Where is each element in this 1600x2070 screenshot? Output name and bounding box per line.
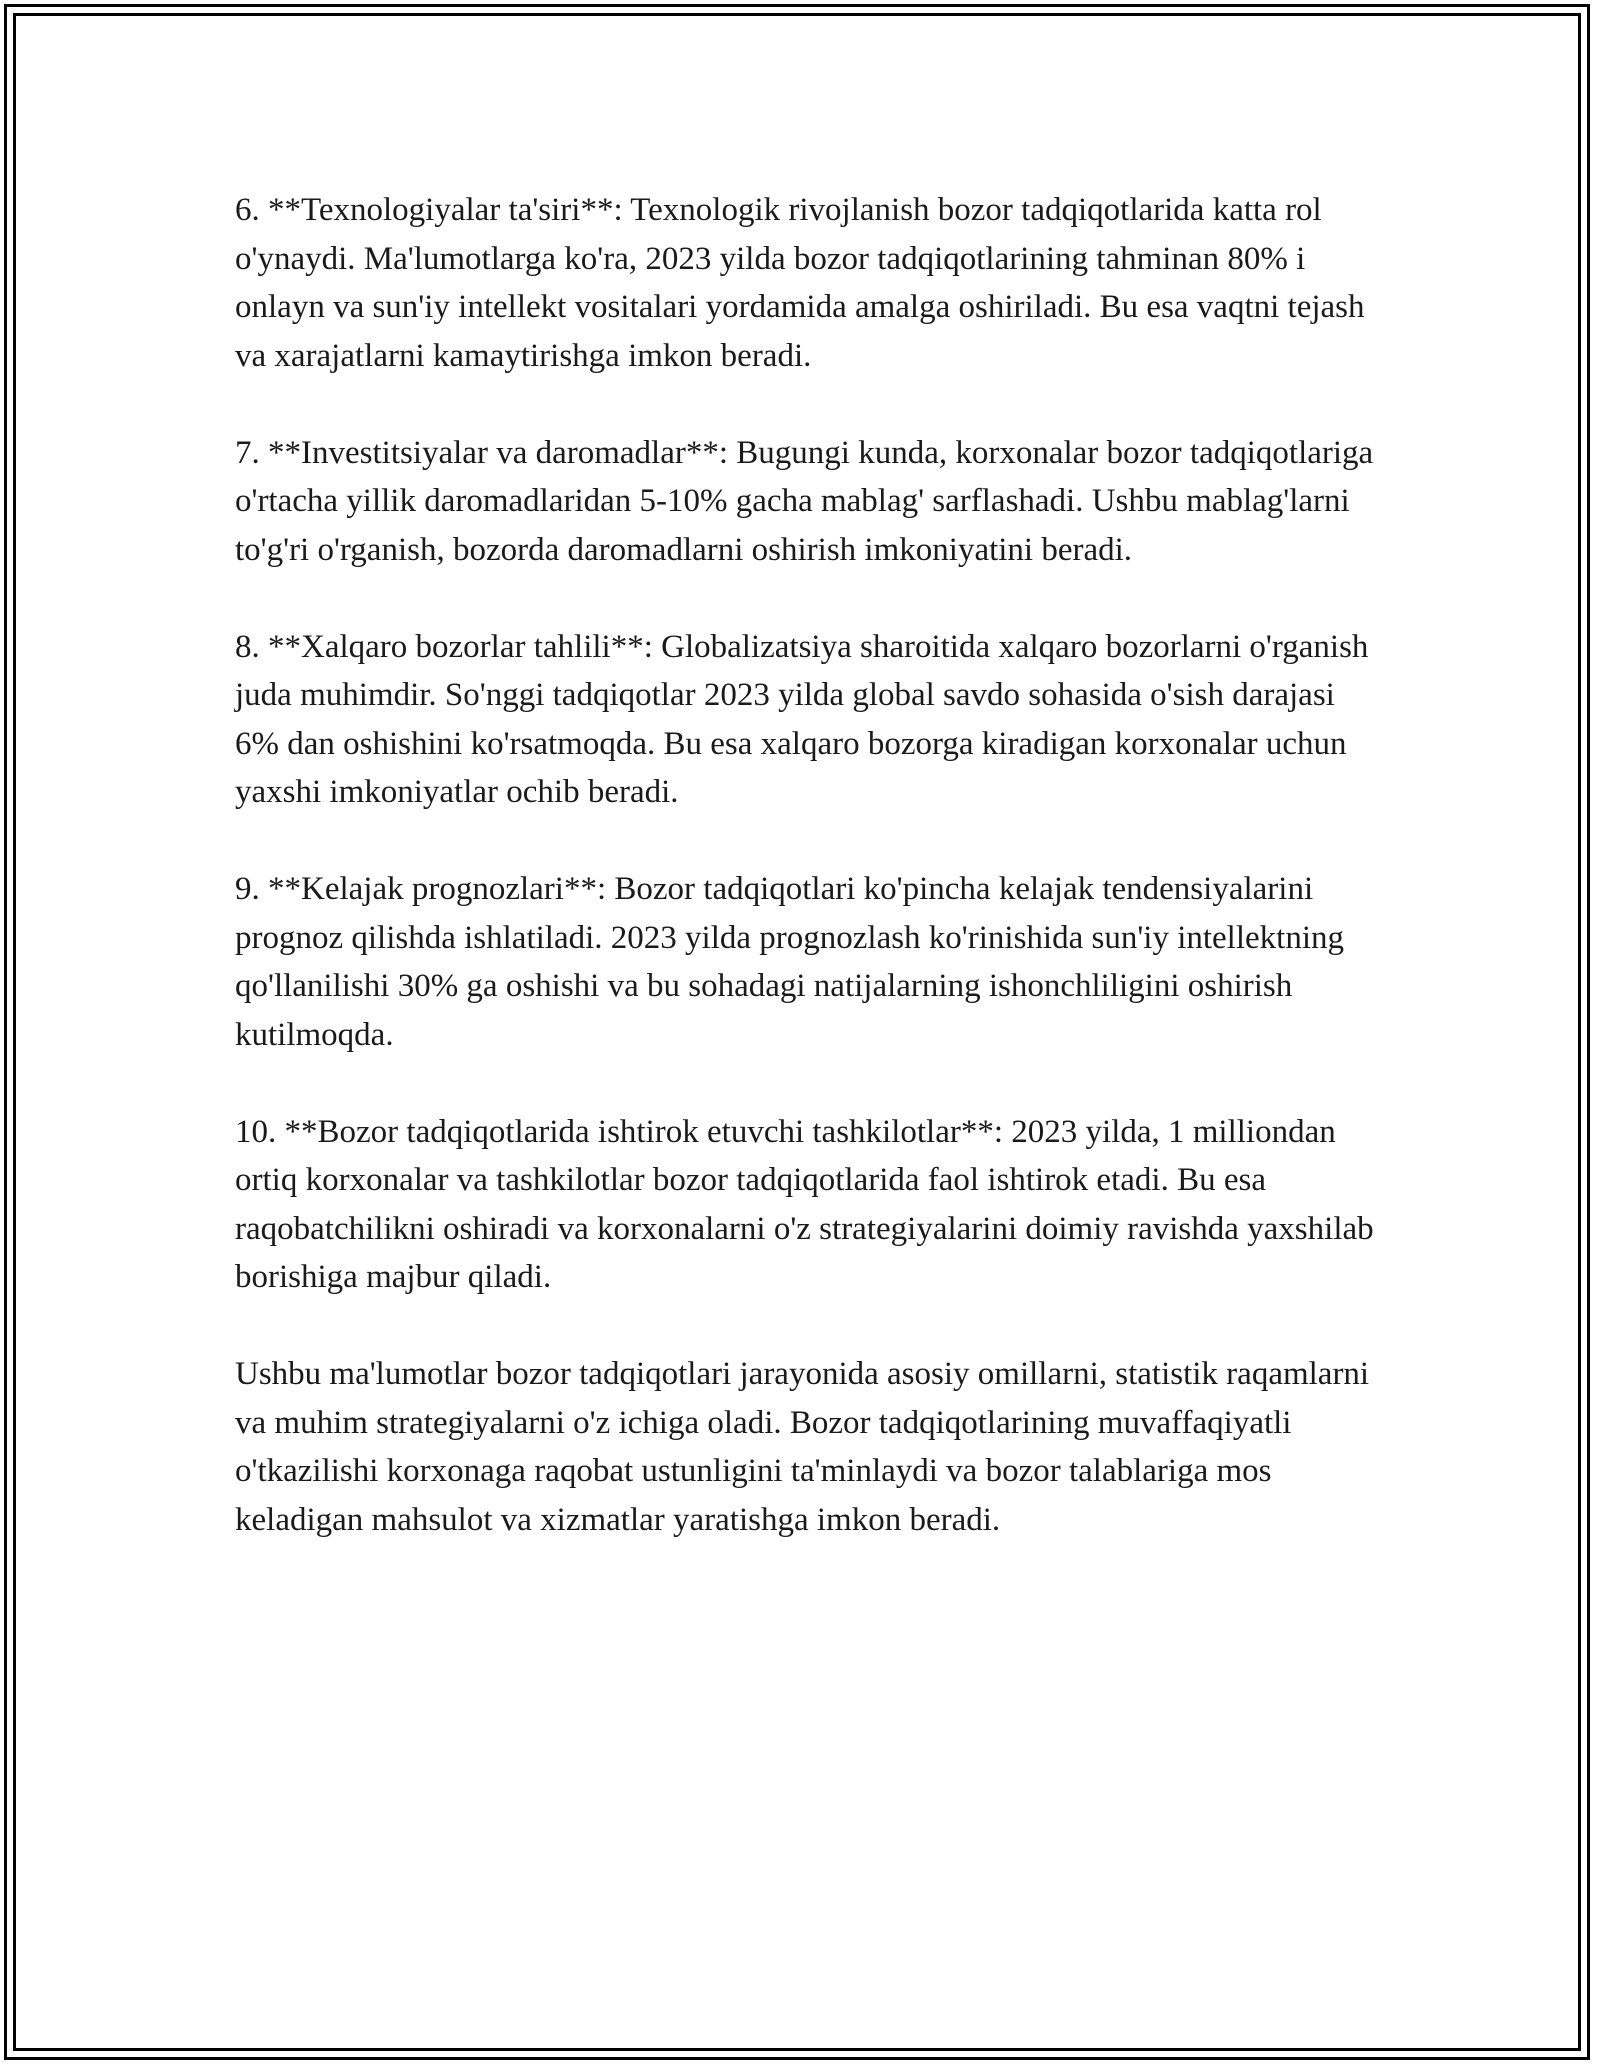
paragraph-future-forecasts: 9. **Kelajak prognozlari**: Bozor tadqiqotlari ko'pincha kelajak tendensiyalarini prognoz qilishda ishlatiladi. 2023 yilda prognozlash ko'rinishida sun'iy intellektning qo'llanilishi 30% ga oshishi va bu sohadagi natijalarning ishonchliligini oshirish kutilmoqda.: [235, 871, 1344, 1053]
paragraph-participating-organizations: 10. **Bozor tadqiqotlarida ishtirok etuvchi tashkilotlar**: 2023 yilda, 1 milliondan ortiq korxonalar va tashkilotlar bozor tadqiqotlarida faol ishtirok etadi. Bu esa raqobatchilikni oshiradi va korxonalarni o'z strategiyalarini doimiy ravishda yaxshilab borishiga majbur qiladi.: [235, 1113, 1374, 1295]
paragraph-conclusion: Ushbu ma'lumotlar bozor tadqiqotlari jarayonida asosiy omillarni, statistik raqamlarni va muhim strategiyalarni o'z ichiga oladi. Bozor tadqiqotlarining muvaffaqiyatli o'tkazilishi korxonaga raqobat ustunligini ta'minlaydi va bozor talablariga mos keladigan mahsulot va xizmatlar yaratishga imkon beradi.: [235, 1356, 1370, 1538]
paragraph-technology-impact: 6. **Texnologiyalar ta'siri**: Texnologik rivojlanish bozor tadqiqotlarida katta rol o'ynaydi. Ma'lumotlarga ko'ra, 2023 yilda bozor tadqiqotlarining tahminan 80% i onlayn va sun'iy intellekt vositalari yordamida amalga oshiriladi. Bu esa vaqtni tejash va xarajatlarni kamaytirishga imkon beradi.: [235, 192, 1365, 374]
paragraph-international-markets: 8. **Xalqaro bozorlar tahlili**: Globalizatsiya sharoitida xalqaro bozorlarni o'rganish juda muhimdir. So'nggi tadqiqotlar 2023 yilda global savdo sohasida o'sish darajasi 6% dan oshishini ko'rsatmoqda. Bu esa xalqaro bozorga kiradigan korxonalar uchun yaxshi imkoniyatlar ochib beradi.: [235, 628, 1369, 810]
paragraph-investments-revenue: 7. **Investitsiyalar va daromadlar**: Bugungi kunda, korxonalar bozor tadqiqotlariga o'rtacha yillik daromadlaridan 5-10% gacha mablag' sarflashadi. Ushbu mablag'larni to'g'ri o'rganish, bozorda daromadlarni oshirish imkoniyatini beradi.: [235, 434, 1374, 568]
document-body: [235, 186, 1385, 1593]
